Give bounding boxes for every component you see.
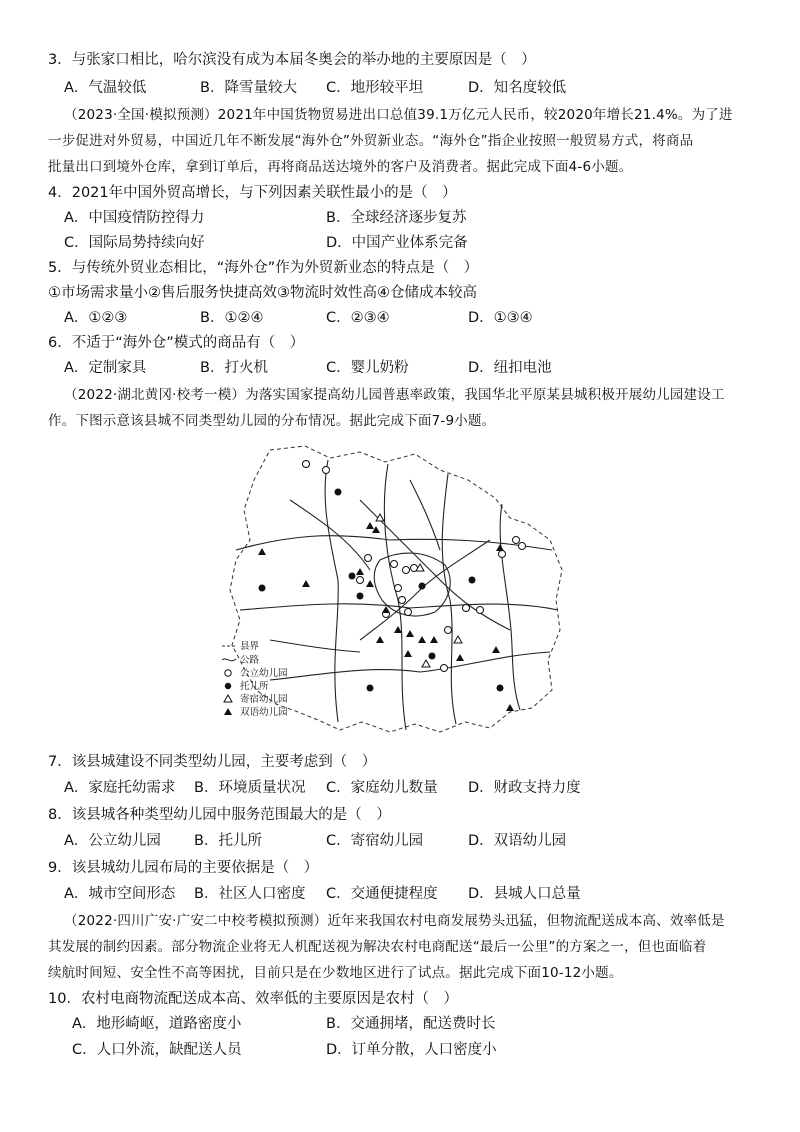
q9-option-c: C．交通便捷程度 [326,886,438,902]
q4-stem: 4．2021年中国外贸高增长，与下列因素关联性最小的是（ ） [48,185,457,201]
q3-option-b: B．降雪量较大 [200,80,297,96]
q5-option-b: B．①②④ [200,310,264,326]
context1-line2: 一步促进对外贸易，中国近几年不断发展“海外仓”外贸新业态。“海外仓”指企业按照一般贸易方式，将商品 [48,133,694,149]
q5-option-c: C．②③④ [326,310,390,326]
q7-option-c: C．家庭幼儿数量 [326,780,438,796]
q5-option-a: A．①②③ [64,310,128,326]
context3-line2: 其发展的制约因素。部分物流企业将无人机配送视为解决农村电商配送“最后一公里”的方案之一，但也面临着 [48,939,707,955]
q9-option-b: B．社区人口密度 [194,886,306,902]
q10-option-c: C．人口外流，缺配送人员 [72,1042,242,1058]
q3-option-d: D．知名度较低 [468,80,567,96]
context2-line1: （2022·湖北黄冈·校考一模）为落实国家提高幼儿园普惠率政策，我国华北平原某县城积极开展幼儿园建设工 [64,387,725,403]
q9-option-d: D．县城人口总量 [468,886,581,902]
q3-option-a: A．气温较低 [64,80,147,96]
q5-option-d: D．①③④ [468,310,533,326]
road-network [236,460,558,730]
q7-option-d: D．财政支持力度 [468,780,581,796]
q7-stem: 7．该县城建设不同类型幼儿园，主要考虑到（ ） [48,754,377,770]
q4-option-c: C．国际局势持续向好 [64,235,205,251]
context1-line1: （2023·全国·模拟预测）2021年中国货物贸易进出口总值39.1万亿元人民币，较2020年增长21.4%。为了进 [64,107,733,123]
q3-option-c: C．地形较平坦 [326,80,424,96]
context1-line3: 批量出口到境外仓库，拿到订单后，再将商品送达境外的客户及消费者。据此完成下面4-6小题。 [48,159,633,175]
context2-line2: 作。下图示意该县城不同类型幼儿园的分布情况。据此完成下面7-9小题。 [48,413,496,429]
q8-option-b: B．托儿所 [194,833,262,849]
q5-items: ①市场需求量小②售后服务快捷高效③物流时效性高④仓储成本较高 [48,285,477,301]
q8-option-d: D．双语幼儿园 [468,833,567,849]
legend-public-kindergarten: 公立幼儿园 [240,668,288,679]
q5-stem: 5．与传统外贸业态相比，“海外仓”作为外贸新业态的特点是（ ） [48,260,479,276]
legend-county-boundary: 县界 [240,641,260,652]
legend-bilingual-kindergarten: 双语幼儿园 [240,707,288,718]
context3-line3: 续航时间短、安全性不高等困扰，目前只是在少数地区进行了试点。据此完成下面10-12小题。 [48,965,623,981]
q6-option-a: A．定制家具 [64,360,147,376]
q4-option-d: D．中国产业体系完备 [326,235,468,251]
q6-option-d: D．纽扣电池 [468,360,552,376]
q10-option-d: D．订单分散，人口密度小 [326,1042,497,1058]
q7-option-a: A．家庭托幼需求 [64,780,176,796]
q10-option-a: A．地形崎岖，道路密度小 [72,1016,242,1032]
legend-nursery: 托儿所 [240,681,269,692]
q6-option-b: B．打火机 [200,360,268,376]
q4-option-a: A．中国疫情防控得力 [64,210,205,226]
q8-option-c: C．寄宿幼儿园 [326,833,424,849]
q9-stem: 9．该县城幼儿园布局的主要依据是（ ） [48,860,319,876]
legend-road: 公路 [240,655,260,666]
q6-option-c: C．婴儿奶粉 [326,360,409,376]
context3-line1: （2022·四川广安·广安二中校考模拟预测）近年来我国农村电商发展势头迅猛，但物流配送成本高、效率低是 [64,913,725,929]
q7-option-b: B．环境质量状况 [194,780,306,796]
q9-option-a: A．城市空间形态 [64,886,176,902]
q10-option-b: B．交通拥堵，配送费时长 [326,1016,496,1032]
q6-stem: 6．不适于“海外仓”模式的商品有（ ） [48,335,305,351]
q4-option-b: B．全球经济逐步复苏 [326,210,467,226]
q8-stem: 8．该县城各种类型幼儿园中服务范围最大的是（ ） [48,807,391,823]
q3-stem: 3．与张家口相比，哈尔滨没有成为本届冬奥会的举办地的主要原因是（ ） [48,52,536,68]
kindergarten-distribution-map [210,440,570,740]
legend-boarding-kindergarten: 寄宿幼儿园 [240,694,288,705]
q10-stem: 10．农村电商物流配送成本高、效率低的主要原因是农村（ ） [48,991,458,1007]
q8-option-a: A．公立幼儿园 [64,833,161,849]
